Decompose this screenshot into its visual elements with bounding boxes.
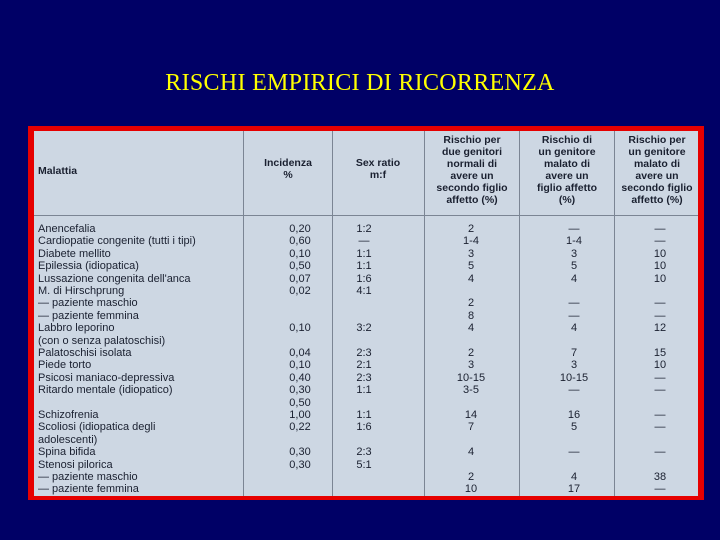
header-risk-parent-second-child: Rischio per un genitore malato di avere un secondo figlio affetto (%) [621, 134, 693, 206]
cell-incidence: 0,30 [289, 384, 311, 397]
cell-risk-two-parents: 2 [467, 471, 475, 483]
cell-sex-ratio: 1:6 [356, 421, 372, 434]
cell-disease-name: Diabete mellito [38, 247, 111, 260]
cell-disease-name: (con o senza palatoschisi) [38, 334, 166, 347]
cell-sex-ratio: 1:1 [356, 247, 372, 260]
cell-risk-two-parents: 3-5 [463, 384, 479, 397]
cell-sex-ratio: — [358, 235, 370, 248]
cell-risk-two-parents: 4 [467, 322, 475, 335]
cell-disease-name: — paziente maschio [38, 297, 138, 310]
cell-risk-parent-child: 17 [567, 483, 581, 496]
cell-risk-two-parents: 2 [467, 297, 475, 310]
cell-risk-two-parents: 2 [467, 347, 475, 359]
cell-incidence: 0,22 [289, 421, 311, 434]
cell-risk-two-parents: 10-15 [456, 371, 486, 384]
cell-disease-name: — paziente femmina [38, 309, 139, 322]
cell-risk-parent-child: — [568, 223, 580, 235]
cell-risk-parent-child: 5 [570, 421, 578, 434]
table-row [34, 397, 698, 409]
cell-risk-parent-second-child: — [654, 421, 666, 434]
cell-incidence: 0,02 [289, 285, 311, 297]
cell-risk-two-parents: 8 [467, 309, 475, 322]
cell-disease-name: adolescenti) [38, 433, 98, 446]
cell-disease-name: Schizofrenia [38, 409, 99, 421]
cell-disease-name: Ritardo mentale (idiopatico) [38, 384, 173, 397]
table-row [34, 409, 698, 421]
cell-risk-parent-child: 10-15 [559, 371, 589, 384]
cell-risk-two-parents: 10 [464, 483, 478, 496]
cell-incidence: 0,50 [289, 260, 311, 273]
cell-risk-parent-child: 3 [570, 247, 578, 260]
cell-disease-name: Piede torto [38, 359, 92, 372]
table-row [34, 322, 698, 334]
cell-risk-parent-second-child: — [654, 309, 666, 322]
cell-risk-parent-second-child: — [654, 223, 666, 235]
cell-incidence: 0,07 [289, 272, 311, 285]
cell-incidence: 0,30 [289, 446, 311, 459]
table-row [34, 471, 698, 483]
table-row [34, 347, 698, 359]
recurrence-risk-table [34, 131, 698, 496]
cell-disease-name: Labbro leporino [38, 322, 115, 335]
cell-incidence: 0,50 [289, 396, 311, 409]
cell-risk-parent-second-child: — [654, 409, 666, 421]
cell-risk-parent-child: 1-4 [566, 235, 582, 248]
cell-risk-two-parents: 1-4 [463, 235, 479, 248]
cell-incidence: 0,10 [289, 359, 311, 372]
cell-sex-ratio: 2:1 [356, 359, 372, 372]
table-row [34, 235, 698, 247]
table-row [34, 372, 698, 384]
cell-risk-two-parents: 3 [467, 247, 475, 260]
cell-risk-parent-second-child: — [654, 483, 666, 496]
cell-incidence: 0,40 [289, 371, 311, 384]
cell-incidence: 0,30 [289, 458, 311, 471]
cell-risk-parent-child: 7 [570, 347, 578, 359]
cell-risk-parent-second-child: 38 [653, 471, 667, 483]
cell-risk-parent-child: 16 [567, 409, 581, 421]
cell-risk-parent-second-child: 15 [653, 347, 667, 359]
cell-risk-two-parents: 2 [467, 223, 475, 235]
cell-incidence: 1,00 [289, 409, 311, 421]
header-risk-parent-child: Rischio di un genitore malato di avere un figlio affetto (%) [536, 134, 598, 206]
table-row [34, 359, 698, 371]
header-sex-ratio: Sex ratio m:f [355, 157, 401, 181]
cell-disease-name: Scoliosi (idiopatica degli [38, 421, 156, 434]
cell-sex-ratio: 2:3 [356, 446, 372, 459]
header-divider [34, 215, 698, 216]
cell-sex-ratio: 4:1 [356, 285, 372, 297]
cell-risk-parent-child: 3 [570, 359, 578, 372]
cell-risk-parent-child: — [568, 309, 580, 322]
table-row [34, 459, 698, 471]
header-incidenza: Incidenza % [264, 157, 312, 181]
cell-risk-parent-second-child: — [654, 384, 666, 397]
cell-sex-ratio: 1:2 [356, 223, 372, 235]
cell-risk-two-parents: 5 [467, 260, 475, 273]
header-risk-two-parents: Rischio per due genitori normali di avere un secondo figlio affetto (%) [436, 134, 508, 206]
cell-sex-ratio: 3:2 [356, 322, 372, 335]
cell-sex-ratio: 1:1 [356, 409, 372, 421]
cell-risk-parent-second-child: 10 [653, 247, 667, 260]
cell-disease-name: M. di Hirschprung [38, 285, 125, 297]
cell-disease-name: Stenosi pilorica [38, 458, 113, 471]
cell-disease-name: Cardiopatie congenite (tutti i tipi) [38, 235, 196, 248]
cell-risk-two-parents: 4 [467, 272, 475, 285]
table-frame [28, 126, 704, 500]
cell-risk-two-parents: 7 [467, 421, 475, 434]
cell-incidence: 0,10 [289, 247, 311, 260]
table-row [34, 285, 698, 297]
table-row [34, 297, 698, 309]
cell-risk-parent-child: 4 [570, 272, 578, 285]
cell-sex-ratio: 1:1 [356, 384, 372, 397]
cell-risk-parent-second-child: — [654, 297, 666, 310]
table-row [34, 384, 698, 396]
cell-risk-parent-child: 5 [570, 260, 578, 273]
cell-risk-parent-child: — [568, 446, 580, 459]
cell-sex-ratio: 2:3 [356, 347, 372, 359]
cell-incidence: 0,20 [289, 223, 311, 235]
cell-sex-ratio: 2:3 [356, 371, 372, 384]
table-row [34, 260, 698, 272]
cell-disease-name: Psicosi maniaco-depressiva [38, 371, 175, 384]
cell-risk-parent-child: — [568, 297, 580, 310]
cell-risk-parent-second-child: 10 [653, 272, 667, 285]
cell-risk-parent-second-child: — [654, 235, 666, 248]
table-row [34, 434, 698, 446]
cell-risk-parent-second-child: — [654, 371, 666, 384]
table-row [34, 483, 698, 495]
table-row [34, 310, 698, 322]
cell-disease-name: Anencefalia [38, 223, 96, 235]
cell-disease-name: Lussazione congenita dell'anca [38, 272, 191, 285]
cell-risk-two-parents: 14 [464, 409, 478, 421]
cell-sex-ratio: 5:1 [356, 458, 372, 471]
cell-risk-parent-second-child: — [654, 446, 666, 459]
table-row [34, 248, 698, 260]
cell-risk-parent-second-child: 10 [653, 359, 667, 372]
cell-incidence: 0,60 [289, 235, 311, 248]
header-malattia: Malattia [38, 165, 78, 177]
cell-risk-parent-second-child: 12 [653, 322, 667, 335]
cell-risk-parent-child: 4 [570, 322, 578, 335]
cell-risk-parent-child: 4 [570, 471, 578, 483]
cell-incidence: 0,04 [289, 347, 311, 359]
table-row [34, 273, 698, 285]
table-row [34, 421, 698, 433]
table-row [34, 446, 698, 458]
cell-disease-name: Epilessia (idiopatica) [38, 260, 139, 273]
cell-risk-two-parents: 4 [467, 446, 475, 459]
table-row [34, 223, 698, 235]
table-row [34, 335, 698, 347]
cell-risk-parent-child: — [568, 384, 580, 397]
cell-risk-two-parents: 3 [467, 359, 475, 372]
cell-disease-name: — paziente femmina [38, 483, 139, 496]
cell-disease-name: Palatoschisi isolata [38, 347, 132, 359]
cell-incidence: 0,10 [289, 322, 311, 335]
cell-sex-ratio: 1:6 [356, 272, 372, 285]
slide-title: RISCHI EMPIRICI DI RICORRENZA [165, 70, 555, 96]
cell-disease-name: Spina bifida [38, 446, 96, 459]
cell-disease-name: — paziente maschio [38, 471, 138, 483]
cell-sex-ratio: 1:1 [356, 260, 372, 273]
cell-risk-parent-second-child: 10 [653, 260, 667, 273]
